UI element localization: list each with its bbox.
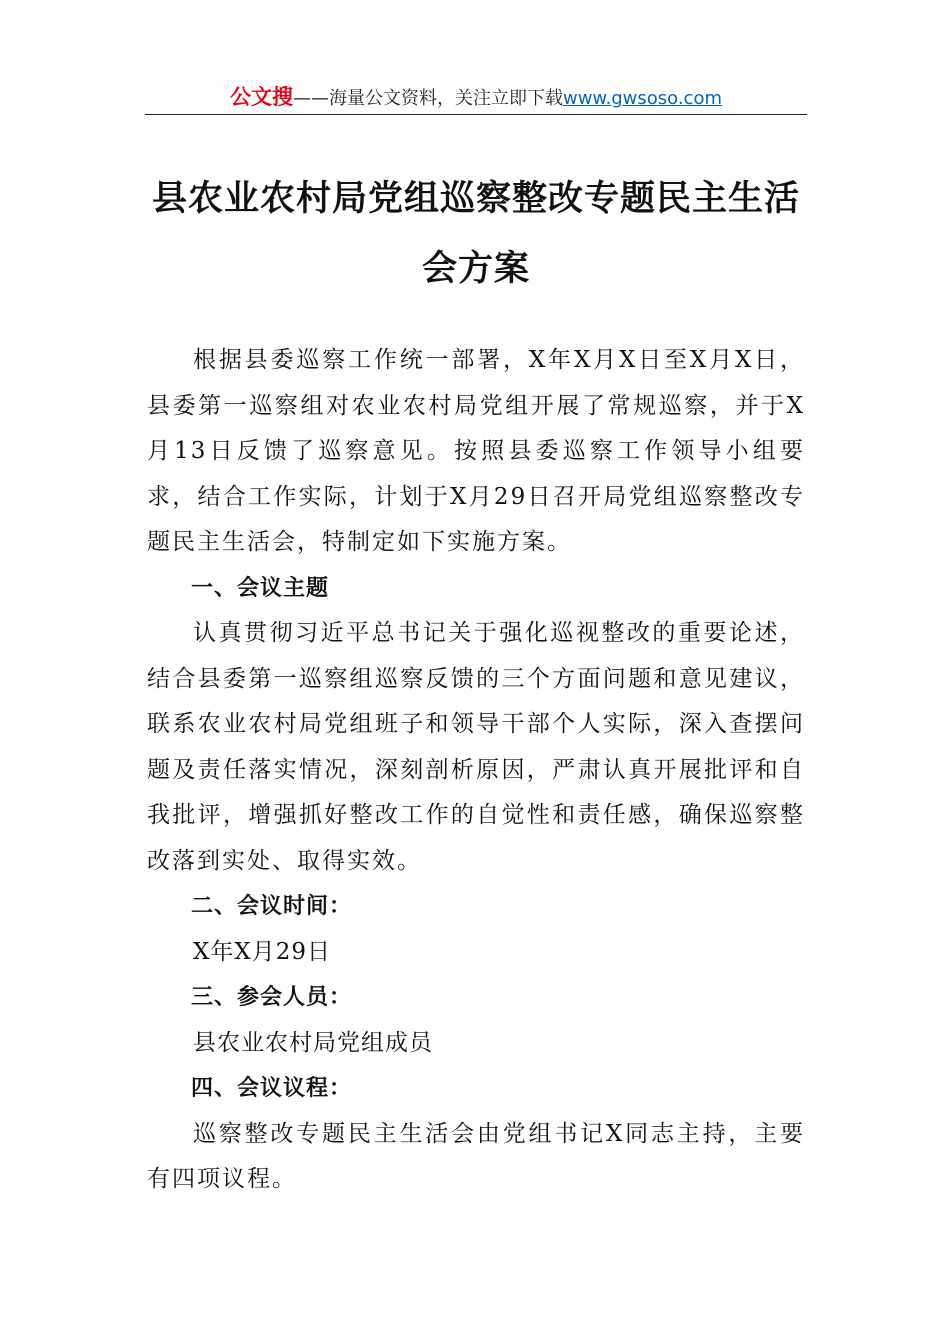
section-heading-theme: 一、会议主题 (191, 575, 330, 601)
title-line-2: 会方案 (421, 248, 530, 289)
agenda-paragraph: 巡察整改专题民主生活会由党组书记X同志主持，主要有四项议程。 (147, 1120, 805, 1192)
section-heading-time: 二、会议时间： (191, 894, 353, 919)
title-line-1: 县农业农村局党组巡察整改专题民主生活 (151, 178, 800, 219)
theme-paragraph: 认真贯彻习近平总书记关于强化巡视整改的重要论述，结合县委第一巡察组巡察反馈的三个方面问题和意见建议，联系农业农村局党组班子和领导干部个人实际，深入查摆问题及责任落实情况，深刻剖析原因，严肃认真开展批评和自我批评，增强抓好整改工作的自觉性和责任感，确保巡察整改落到实处、取得实效。 (147, 620, 805, 874)
site-link[interactable]: www.gwsoso.com (562, 88, 722, 109)
attendees: 县农业农村局党组成员 (193, 1029, 433, 1056)
meeting-time: X年X月29日 (193, 938, 332, 965)
page-header (145, 82, 807, 115)
document-title (145, 164, 807, 304)
section-heading-attendees: 三、参会人员： (191, 985, 353, 1010)
section-heading-agenda: 四、会议议程： (191, 1076, 353, 1101)
document-body (147, 338, 805, 1203)
intro-paragraph: 根据县委巡察工作统一部署，X年X月X日至X月X日，县委第一巡察组对农业农村局党组开展了常规巡察，并于X月13日反馈了巡察意见。按照县委巡察工作领导小组要求，结合工作实际，计划于X月29日召开局党组巡察整改专题民主生活会，特制定如下实施方案。 (147, 347, 805, 555)
header-tagline: ——海量公文资料，关注立即下载 (292, 88, 563, 109)
brand-name: 公文搜 (229, 85, 293, 109)
